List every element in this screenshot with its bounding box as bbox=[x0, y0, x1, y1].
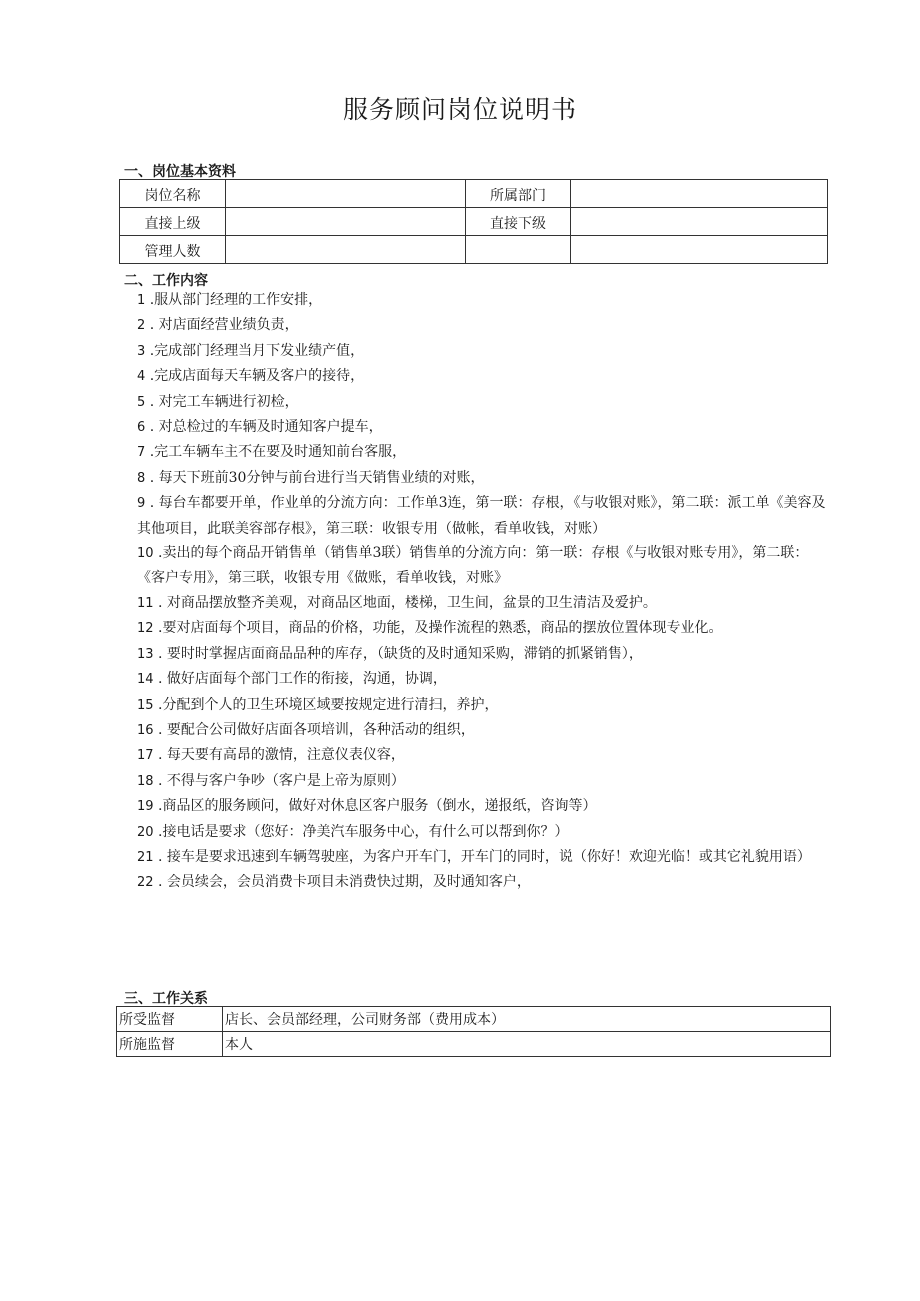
label-direct-superior: 直接上级 bbox=[120, 208, 226, 236]
list-item: 12 .要对店面每个项目，商品的价格，功能，及操作流程的熟悉，商品的摆放位置体现专业化。 bbox=[137, 620, 723, 637]
table-row bbox=[117, 1032, 831, 1057]
list-item: 1 .服从部门经理的工作安排， bbox=[137, 292, 323, 308]
value-direct-subordinate bbox=[571, 208, 828, 236]
section-heading-work-content: 二、工作内容 bbox=[124, 273, 208, 289]
label-position-name: 岗位名称 bbox=[120, 180, 226, 208]
section-heading-basic-info: 一、岗位基本资料 bbox=[124, 164, 236, 180]
list-item: 3 .完成部门经理当月下发业绩产值， bbox=[137, 342, 365, 359]
list-item: 19 .商品区的服务顾问，做好对休息区客户服务（倒水，递报纸，咨询等） bbox=[137, 798, 597, 815]
label-department: 所属部门 bbox=[466, 180, 571, 208]
list-item: 22 . 会员续会，会员消费卡项目未消费快过期，及时通知客户， bbox=[137, 874, 531, 891]
list-item: 21 . 接车是要求迅速到车辆驾驶座，为客户开车门，开车门的同时，说（你好！欢迎光临！或其它礼貌用语） bbox=[137, 848, 811, 865]
table-cell-empty bbox=[571, 236, 828, 264]
value-position-name bbox=[226, 180, 466, 208]
value-headcount bbox=[226, 236, 466, 264]
label-direct-subordinate: 直接下级 bbox=[466, 208, 571, 236]
value-direct-superior bbox=[226, 208, 466, 236]
list-item: 13 . 要时时掌握店面商品品种的库存，（缺货的及时通知采购，滞销的抓紧销售）， bbox=[137, 645, 643, 662]
value-supervises: 本人 bbox=[223, 1032, 831, 1057]
list-item: 11 . 对商品摆放整齐美观，对商品区地面，楼梯，卫生间，盆景的卫生清洁及爱护。 bbox=[137, 594, 657, 611]
value-supervised-by: 店长、会员部经理，公司财务部（费用成本） bbox=[223, 1007, 831, 1032]
list-item: 18 . 不得与客户争吵（客户是上帝为原则） bbox=[137, 772, 405, 789]
label-supervised-by: 所受监督 bbox=[117, 1007, 223, 1032]
list-item: 8 . 每天下班前30分钟与前台进行当天销售业绩的对账， bbox=[137, 469, 485, 486]
list-item: 16 . 要配合公司做好店面各项培训，各种活动的组织， bbox=[137, 721, 475, 738]
duty-list bbox=[137, 288, 827, 896]
section-heading-work-relations: 三、工作关系 bbox=[124, 991, 208, 1007]
list-item: 20 .接电话是要求（您好：净美汽车服务中心，有什么可以帮到你？） bbox=[137, 823, 569, 840]
list-item: 10 .卖出的每个商品开销售单（销售单3联）销售单的分流方向：第一联：存根《与收银对账专用》，第二联：《客户专用》，第三联，收银专用《做账，看单收钱，对账》 bbox=[137, 545, 809, 587]
list-item: 5 . 对完工车辆进行初检， bbox=[137, 393, 299, 410]
list-item: 9 . 每台车都要开单，作业单的分流方向：工作单3连，第一联：存根，《与收银对账》，第二联：派工单《美容及其他项目，此联美容部存根》，第三联：收银专用（做帐，看单收钱，对账） bbox=[137, 495, 826, 537]
list-item: 17 . 每天要有高昂的激情，注意仪表仪容， bbox=[137, 747, 405, 764]
work-relations-table bbox=[116, 1006, 831, 1057]
label-supervises: 所施监督 bbox=[117, 1032, 223, 1057]
basic-info-table bbox=[119, 179, 828, 264]
label-headcount: 管理人数 bbox=[120, 236, 226, 264]
list-item: 6 . 对总检过的车辆及时通知客户提车， bbox=[137, 419, 383, 436]
list-item: 14 . 做好店面每个部门工作的衔接，沟通，协调， bbox=[137, 671, 447, 688]
list-item: 2 . 对店面经营业绩负责， bbox=[137, 317, 299, 334]
table-row bbox=[120, 236, 828, 264]
list-item: 15 .分配到个人的卫生环境区域要按规定进行清扫，养护， bbox=[137, 696, 499, 713]
table-row bbox=[117, 1007, 831, 1032]
value-department bbox=[571, 180, 828, 208]
table-row bbox=[120, 208, 828, 236]
list-item: 4 .完成店面每天车辆及客户的接待， bbox=[137, 368, 365, 385]
page-title: 服务顾问岗位说明书 bbox=[342, 95, 577, 124]
table-cell-empty bbox=[466, 236, 571, 264]
table-row bbox=[120, 180, 828, 208]
list-item: 7 .完工车辆车主不在要及时通知前台客服， bbox=[137, 444, 407, 461]
